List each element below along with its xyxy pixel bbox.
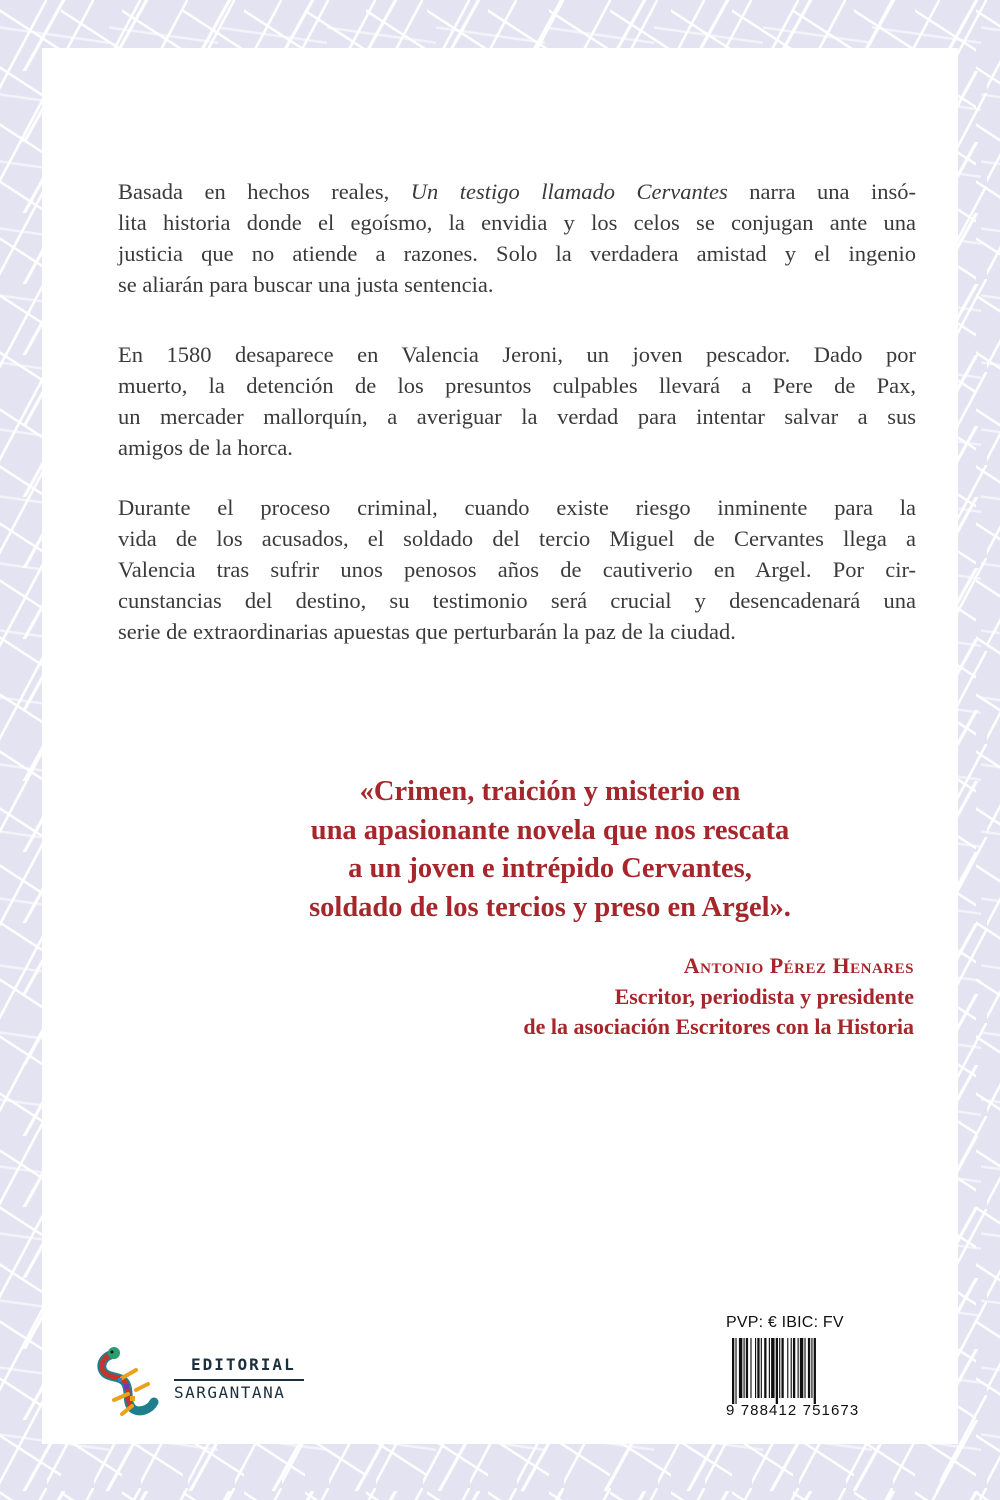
blurb-paragraph-1 bbox=[118, 176, 916, 300]
barcode-bar bbox=[739, 1338, 742, 1398]
barcode-bar bbox=[787, 1338, 788, 1398]
barcode-bar bbox=[732, 1338, 734, 1404]
review-quote bbox=[150, 773, 950, 927]
quote-line: a un joven e intrépido Cervantes, bbox=[348, 853, 752, 884]
quote-attribution bbox=[523, 951, 914, 1043]
barcode-bar bbox=[757, 1338, 759, 1398]
publisher-name-line2: SARGANTANA bbox=[174, 1383, 286, 1402]
blurb-line: se aliarán para buscar una justa sentencia. bbox=[118, 272, 494, 297]
book-title-italic: Un testigo llamado Cervantes bbox=[410, 179, 728, 204]
logo-divider bbox=[174, 1379, 304, 1381]
attribution-role: de la asociación Escritores con la Historia bbox=[523, 1014, 914, 1039]
blurb-paragraph-3 bbox=[118, 492, 916, 647]
quote-line: soldado de los tercios y preso en Argel». bbox=[309, 891, 791, 923]
barcode-bar bbox=[814, 1338, 816, 1404]
barcode-bar bbox=[769, 1338, 770, 1398]
blurb-line: un mercader mallorquín, a averiguar la verdad para intentar salvar a sus bbox=[118, 404, 916, 429]
barcode-bar bbox=[793, 1338, 795, 1398]
lizard-icon bbox=[92, 1340, 172, 1420]
quote-line: «Crimen, traición y misterio en bbox=[359, 776, 741, 807]
price-ibic-line: PVP: € IBIC: FV bbox=[726, 1314, 844, 1331]
quote-line: una apasionante novela que nos rescata bbox=[310, 814, 790, 846]
barcode-bar bbox=[800, 1338, 803, 1398]
barcode-bar bbox=[746, 1338, 748, 1398]
blurb-line bbox=[118, 176, 916, 207]
blurb-line: En 1580 desaparece en Valencia Jeroni, un joven pescador. Dado por bbox=[118, 342, 916, 367]
barcode-bar bbox=[779, 1338, 780, 1398]
barcode-block bbox=[726, 1312, 866, 1423]
barcode-bar bbox=[750, 1338, 751, 1398]
isbn-digits: 9 788412 751673 bbox=[726, 1402, 860, 1419]
blurb-text: narra una insó- bbox=[727, 179, 917, 204]
barcode-bar bbox=[776, 1338, 778, 1404]
blurb-line: serie de extraordinarias apuestas que perturbarán la paz de la ciudad. bbox=[118, 619, 736, 644]
attribution-role: Escritor, periodista y presidente bbox=[614, 983, 914, 1009]
isbn-barcode bbox=[726, 1338, 866, 1404]
barcode-bar bbox=[811, 1338, 812, 1398]
barcode-bar bbox=[764, 1338, 766, 1398]
barcode-bar bbox=[808, 1338, 810, 1398]
blurb-text: Basada en hechos reales, bbox=[118, 179, 411, 204]
blurb-line: amigos de la horca. bbox=[118, 435, 293, 460]
blurb-paragraph-2 bbox=[118, 339, 916, 463]
barcode-bar bbox=[781, 1338, 783, 1398]
barcode-bar bbox=[761, 1338, 762, 1398]
attribution-name: Antonio Pérez Henares bbox=[683, 953, 914, 978]
blurb-line: cunstancias del destino, su testimonio será crucial y desencadenará una bbox=[118, 588, 916, 613]
publisher-name-line1: EDITORIAL bbox=[191, 1355, 296, 1374]
barcode-bar bbox=[744, 1338, 745, 1398]
blurb-line: Durante el proceso criminal, cuando existe riesgo inminente para la bbox=[118, 495, 916, 520]
barcode-bar bbox=[771, 1338, 774, 1398]
barcode-bar bbox=[735, 1338, 736, 1404]
blurb-line: justicia que no atiende a razones. Solo la verdadera amistad y el ingenio bbox=[118, 241, 916, 266]
barcode-bar bbox=[798, 1338, 799, 1398]
blurb-line: vida de los acusados, el soldado del tercio Miguel de Cervantes llega a bbox=[118, 526, 916, 551]
barcode-bar bbox=[804, 1338, 805, 1398]
blurb-line: lita historia donde el egoísmo, la envidia y los celos se conjugan ante una bbox=[118, 210, 916, 235]
blurb-line: Valencia tras sufrir unos penosos años de cautiverio en Argel. Por cir- bbox=[118, 557, 916, 582]
blurb-line: muerto, la detención de los presuntos culpables llevará a Pere de Pax, bbox=[118, 373, 916, 398]
barcode-bar bbox=[791, 1338, 792, 1398]
barcode-bar bbox=[755, 1338, 756, 1398]
publisher-logo bbox=[92, 1340, 332, 1420]
